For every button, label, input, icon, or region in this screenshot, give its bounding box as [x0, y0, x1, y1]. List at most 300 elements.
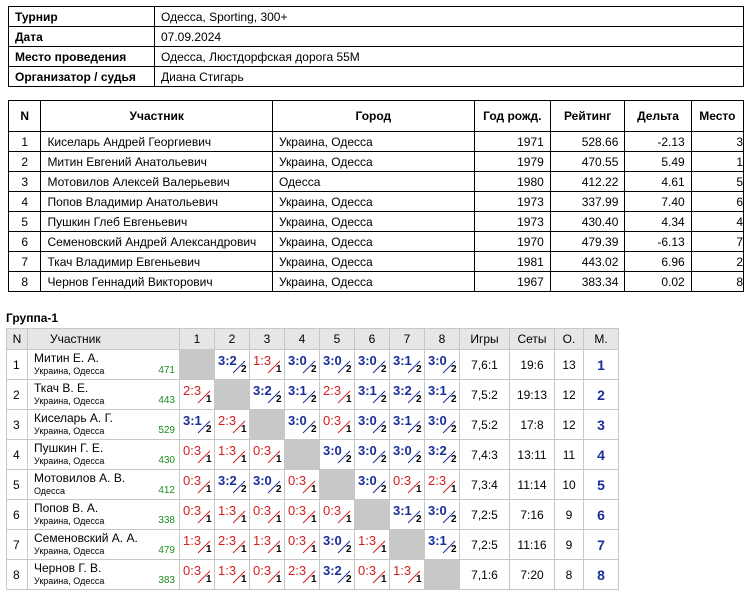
match-score: 3:0 [358, 413, 377, 428]
col-place-cell: 5 [691, 172, 743, 192]
header-opponent-col: 5 [320, 329, 355, 350]
match-result [180, 500, 214, 529]
match-result [180, 440, 214, 469]
place-cell: 5 [584, 470, 619, 500]
table-row [9, 252, 744, 272]
match-points: 2 [451, 364, 457, 375]
match-score: 2:3 [218, 413, 237, 428]
match-result-cell [390, 350, 425, 380]
match-score: 0:3 [393, 473, 412, 488]
match-score: 1:3 [253, 353, 272, 368]
match-result [215, 440, 249, 469]
match-score: 1:3 [218, 563, 237, 578]
match-result-cell [390, 410, 425, 440]
match-result-cell [250, 500, 285, 530]
col-participant-cell: Попов Владимир Анатольевич [41, 192, 273, 212]
match-result-cell [215, 560, 250, 590]
match-score: 0:3 [253, 443, 272, 458]
match-score: 3:0 [428, 413, 447, 428]
self-cell [320, 470, 355, 500]
match-points: 2 [311, 364, 317, 375]
player-rating: 383 [158, 575, 175, 586]
match-result [425, 410, 459, 439]
match-result-cell [355, 440, 390, 470]
match-points: 2 [311, 424, 317, 435]
match-result [285, 530, 319, 559]
col-number-cell: 7 [9, 252, 41, 272]
match-points: 2 [451, 454, 457, 465]
match-score: 2:3 [288, 563, 307, 578]
player-cell [28, 560, 180, 590]
match-points: 1 [311, 544, 317, 555]
place-cell: 6 [584, 500, 619, 530]
match-result [215, 410, 249, 439]
games-cell: 7,5:2 [460, 380, 510, 410]
match-result-cell [425, 500, 460, 530]
table-row [9, 272, 744, 292]
match-points: 2 [346, 544, 352, 555]
header-place: М. [584, 329, 619, 350]
col-rating-cell: 337.99 [550, 192, 625, 212]
points-cell: 12 [555, 410, 584, 440]
match-result [355, 410, 389, 439]
col-participant-cell: Семеновский Андрей Александрович [41, 232, 273, 252]
match-score: 3:1 [183, 413, 202, 428]
info-row [9, 27, 744, 47]
player-city: Украина, Одесса [34, 366, 105, 376]
col-place-header: Место [691, 101, 743, 132]
info-value: Одесса, Sporting, 300+ [155, 7, 744, 27]
match-points: 1 [416, 484, 422, 495]
info-row [9, 47, 744, 67]
place-cell: 7 [584, 530, 619, 560]
header-n: N [7, 329, 28, 350]
col-rating-cell: 443.02 [550, 252, 625, 272]
col-rating-header: Рейтинг [550, 101, 625, 132]
match-points: 2 [241, 364, 247, 375]
col-birth-year-cell: 1971 [474, 132, 550, 152]
match-score: 0:3 [253, 503, 272, 518]
match-result [355, 380, 389, 409]
row-number: 8 [7, 560, 28, 590]
match-points: 1 [311, 574, 317, 585]
col-city-cell: Украина, Одесса [272, 132, 474, 152]
match-result [250, 380, 284, 409]
match-result [355, 530, 389, 559]
player-cell [28, 410, 180, 440]
col-rating-cell: 412.22 [550, 172, 625, 192]
player-name: Мотовилов А. В. [34, 471, 126, 485]
match-result [215, 350, 249, 379]
match-result [355, 470, 389, 499]
col-participant-cell: Ткач Владимир Евгеньевич [41, 252, 273, 272]
match-result-cell [250, 530, 285, 560]
match-result-cell [215, 410, 250, 440]
col-place-cell: 6 [691, 192, 743, 212]
player-rating: 471 [158, 365, 175, 376]
match-result [250, 350, 284, 379]
match-score: 0:3 [253, 563, 272, 578]
match-points: 1 [241, 544, 247, 555]
match-result-cell [320, 350, 355, 380]
sets-cell: 7:20 [510, 560, 555, 590]
match-points: 2 [206, 424, 212, 435]
games-cell: 7,4:3 [460, 440, 510, 470]
sets-cell: 19:13 [510, 380, 555, 410]
row-number: 1 [7, 350, 28, 380]
match-points: 1 [206, 454, 212, 465]
match-points: 2 [276, 484, 282, 495]
match-score: 0:3 [183, 473, 202, 488]
match-points: 1 [416, 574, 422, 585]
match-result-cell [390, 560, 425, 590]
match-result [215, 530, 249, 559]
match-points: 1 [241, 424, 247, 435]
match-points: 1 [381, 544, 387, 555]
col-number-cell: 5 [9, 212, 41, 232]
match-score: 3:2 [218, 473, 237, 488]
player-rating: 338 [158, 515, 175, 526]
col-city-header: Город [272, 101, 474, 132]
match-score: 3:0 [393, 443, 412, 458]
match-score: 3:0 [323, 443, 342, 458]
match-score: 3:0 [288, 413, 307, 428]
match-result [215, 470, 249, 499]
match-points: 1 [206, 544, 212, 555]
match-result [285, 410, 319, 439]
match-result-cell [355, 560, 390, 590]
col-birth-year-cell: 1970 [474, 232, 550, 252]
place-cell: 8 [584, 560, 619, 590]
match-score: 1:3 [393, 563, 412, 578]
self-cell [215, 380, 250, 410]
match-points: 2 [416, 454, 422, 465]
match-result-cell [425, 530, 460, 560]
games-cell: 7,2:5 [460, 530, 510, 560]
table-row [7, 500, 619, 530]
col-city-cell: Украина, Одесса [272, 152, 474, 172]
col-city-cell: Украина, Одесса [272, 192, 474, 212]
match-score: 3:1 [393, 413, 412, 428]
player-rating: 479 [158, 545, 175, 556]
col-number-cell: 6 [9, 232, 41, 252]
col-place-cell: 2 [691, 252, 743, 272]
points-cell: 8 [555, 560, 584, 590]
match-points: 1 [241, 454, 247, 465]
games-cell: 7,5:2 [460, 410, 510, 440]
match-score: 3:0 [288, 353, 307, 368]
match-result-cell [285, 350, 320, 380]
col-delta-cell: 6.96 [625, 252, 691, 272]
header-opponent-col: 4 [285, 329, 320, 350]
self-cell [250, 410, 285, 440]
info-value: Одесса, Люстдорфская дорога 55М [155, 47, 744, 67]
match-score: 2:3 [428, 473, 447, 488]
match-score: 0:3 [183, 563, 202, 578]
place-cell: 1 [584, 350, 619, 380]
match-result-cell [180, 560, 215, 590]
player-city: Украина, Одесса [34, 396, 105, 406]
match-points: 1 [311, 514, 317, 525]
match-result [250, 440, 284, 469]
match-result [390, 410, 424, 439]
player-cell [28, 500, 180, 530]
match-score: 0:3 [183, 443, 202, 458]
match-result-cell [285, 560, 320, 590]
match-score: 0:3 [183, 503, 202, 518]
match-result [320, 500, 354, 529]
match-result [425, 380, 459, 409]
match-result-cell [425, 350, 460, 380]
match-score: 3:2 [428, 443, 447, 458]
player-city: Украина, Одесса [34, 456, 105, 466]
table-row [7, 440, 619, 470]
header-opponent-col: 3 [250, 329, 285, 350]
match-points: 1 [451, 484, 457, 495]
match-score: 3:2 [253, 383, 272, 398]
info-label: Организатор / судья [9, 67, 155, 87]
match-points: 2 [381, 484, 387, 495]
header-opponent-col: 2 [215, 329, 250, 350]
match-result-cell [355, 470, 390, 500]
match-result-cell [390, 380, 425, 410]
table-row [7, 470, 619, 500]
col-place-cell: 4 [691, 212, 743, 232]
row-number: 3 [7, 410, 28, 440]
row-number: 2 [7, 380, 28, 410]
games-cell: 7,3:4 [460, 470, 510, 500]
match-result-cell [180, 380, 215, 410]
match-result-cell [320, 440, 355, 470]
match-result-cell [355, 410, 390, 440]
games-cell: 7,6:1 [460, 350, 510, 380]
match-result-cell [180, 530, 215, 560]
sets-cell: 7:16 [510, 500, 555, 530]
match-result [285, 380, 319, 409]
table-row [9, 232, 744, 252]
match-result [250, 530, 284, 559]
player-city: Украина, Одесса [34, 546, 105, 556]
player-rating: 412 [158, 485, 175, 496]
col-birth-year-cell: 1973 [474, 212, 550, 232]
match-result [425, 350, 459, 379]
match-result-cell [250, 470, 285, 500]
table-row [7, 350, 619, 380]
match-score: 1:3 [358, 533, 377, 548]
match-result [320, 440, 354, 469]
info-row [9, 7, 744, 27]
match-result [320, 410, 354, 439]
match-result-cell [390, 440, 425, 470]
match-points: 1 [276, 454, 282, 465]
match-points: 2 [451, 544, 457, 555]
match-score: 3:1 [393, 353, 412, 368]
participants-table [8, 100, 744, 292]
match-result-cell [425, 440, 460, 470]
match-score: 3:1 [428, 533, 447, 548]
player-name: Митин Е. А. [34, 351, 99, 365]
col-number-cell: 4 [9, 192, 41, 212]
table-row [9, 152, 744, 172]
match-score: 0:3 [323, 503, 342, 518]
col-birth-year-cell: 1967 [474, 272, 550, 292]
table-row [9, 192, 744, 212]
col-city-cell: Украина, Одесса [272, 232, 474, 252]
match-result-cell [355, 380, 390, 410]
info-value: 07.09.2024 [155, 27, 744, 47]
match-result [390, 470, 424, 499]
match-points: 2 [416, 364, 422, 375]
match-result-cell [320, 380, 355, 410]
match-result [390, 500, 424, 529]
match-result-cell [285, 530, 320, 560]
col-participant-cell: Чернов Геннадий Викторович [41, 272, 273, 292]
match-result-cell [180, 440, 215, 470]
info-row [9, 67, 744, 87]
self-cell [390, 530, 425, 560]
match-score: 1:3 [253, 533, 272, 548]
player-cell [28, 350, 180, 380]
points-cell: 9 [555, 500, 584, 530]
match-result-cell [215, 470, 250, 500]
match-result [320, 380, 354, 409]
match-result-cell [320, 410, 355, 440]
match-points: 1 [276, 514, 282, 525]
match-result-cell [250, 350, 285, 380]
points-cell: 9 [555, 530, 584, 560]
match-points: 1 [276, 574, 282, 585]
match-result [425, 440, 459, 469]
match-points: 1 [206, 514, 212, 525]
col-birth-year-cell: 1980 [474, 172, 550, 192]
player-name: Пушкин Г. Е. [34, 441, 104, 455]
player-cell [28, 440, 180, 470]
match-result-cell [355, 530, 390, 560]
match-score: 0:3 [288, 533, 307, 548]
table-row [9, 172, 744, 192]
match-score: 2:3 [218, 533, 237, 548]
match-result [250, 470, 284, 499]
match-result-cell [425, 410, 460, 440]
match-points: 2 [241, 484, 247, 495]
sets-cell: 11:16 [510, 530, 555, 560]
match-result-cell [425, 470, 460, 500]
col-rating-cell: 470.55 [550, 152, 625, 172]
match-result [180, 530, 214, 559]
table-row [7, 560, 619, 590]
col-participant-cell: Мотовилов Алексей Валерьевич [41, 172, 273, 192]
match-points: 1 [206, 484, 212, 495]
match-result [390, 350, 424, 379]
match-points: 1 [346, 394, 352, 405]
match-score: 3:1 [288, 383, 307, 398]
info-label: Место проведения [9, 47, 155, 67]
match-result-cell [320, 500, 355, 530]
match-result [180, 380, 214, 409]
match-points: 1 [311, 484, 317, 495]
col-participant-cell: Киселарь Андрей Георгиевич [41, 132, 273, 152]
games-cell: 7,1:6 [460, 560, 510, 590]
col-city-cell: Украина, Одесса [272, 252, 474, 272]
match-score: 3:1 [393, 503, 412, 518]
col-place-cell: 8 [691, 272, 743, 292]
player-name: Попов В. А. [34, 501, 99, 515]
match-result-cell [390, 500, 425, 530]
table-row [7, 410, 619, 440]
match-points: 2 [451, 514, 457, 525]
match-result-cell [180, 500, 215, 530]
match-score: 3:1 [358, 383, 377, 398]
self-cell [425, 560, 460, 590]
match-result-cell [250, 560, 285, 590]
col-number-cell: 2 [9, 152, 41, 172]
player-rating: 443 [158, 395, 175, 406]
sets-cell: 11:14 [510, 470, 555, 500]
match-points: 1 [346, 514, 352, 525]
match-result-cell [355, 350, 390, 380]
match-result-cell [215, 350, 250, 380]
points-cell: 10 [555, 470, 584, 500]
match-result [180, 410, 214, 439]
match-score: 3:2 [218, 353, 237, 368]
match-score: 0:3 [288, 503, 307, 518]
player-cell [28, 380, 180, 410]
col-rating-cell: 430.40 [550, 212, 625, 232]
player-name: Семеновский А. А. [34, 531, 138, 545]
player-cell [28, 530, 180, 560]
col-rating-cell: 479.39 [550, 232, 625, 252]
points-cell: 13 [555, 350, 584, 380]
match-score: 3:0 [358, 443, 377, 458]
header-player: Участник [28, 329, 180, 350]
match-points: 2 [416, 514, 422, 525]
header-opponent-col: 1 [180, 329, 215, 350]
match-result-cell [320, 560, 355, 590]
player-city: Украина, Одесса [34, 426, 105, 436]
match-points: 2 [381, 454, 387, 465]
match-result [320, 350, 354, 379]
match-result [285, 500, 319, 529]
match-points: 1 [346, 424, 352, 435]
col-birth-year-cell: 1981 [474, 252, 550, 272]
match-score: 3:0 [323, 353, 342, 368]
sets-cell: 13:11 [510, 440, 555, 470]
match-points: 2 [311, 394, 317, 405]
row-number: 6 [7, 500, 28, 530]
match-result [425, 500, 459, 529]
match-points: 1 [276, 364, 282, 375]
match-result-cell [250, 380, 285, 410]
match-result [390, 440, 424, 469]
col-city-cell: Украина, Одесса [272, 212, 474, 232]
table-row [7, 380, 619, 410]
table-row [9, 212, 744, 232]
player-rating: 529 [158, 425, 175, 436]
match-score: 3:2 [393, 383, 412, 398]
sets-cell: 19:6 [510, 350, 555, 380]
col-place-cell: 1 [691, 152, 743, 172]
col-delta-cell: 4.34 [625, 212, 691, 232]
match-points: 2 [346, 574, 352, 585]
row-number: 4 [7, 440, 28, 470]
match-score: 3:2 [323, 563, 342, 578]
match-result [355, 350, 389, 379]
match-result-cell [285, 470, 320, 500]
group-cross-table [6, 328, 619, 590]
match-points: 2 [381, 364, 387, 375]
player-name: Ткач В. Е. [34, 381, 89, 395]
match-score: 3:0 [253, 473, 272, 488]
